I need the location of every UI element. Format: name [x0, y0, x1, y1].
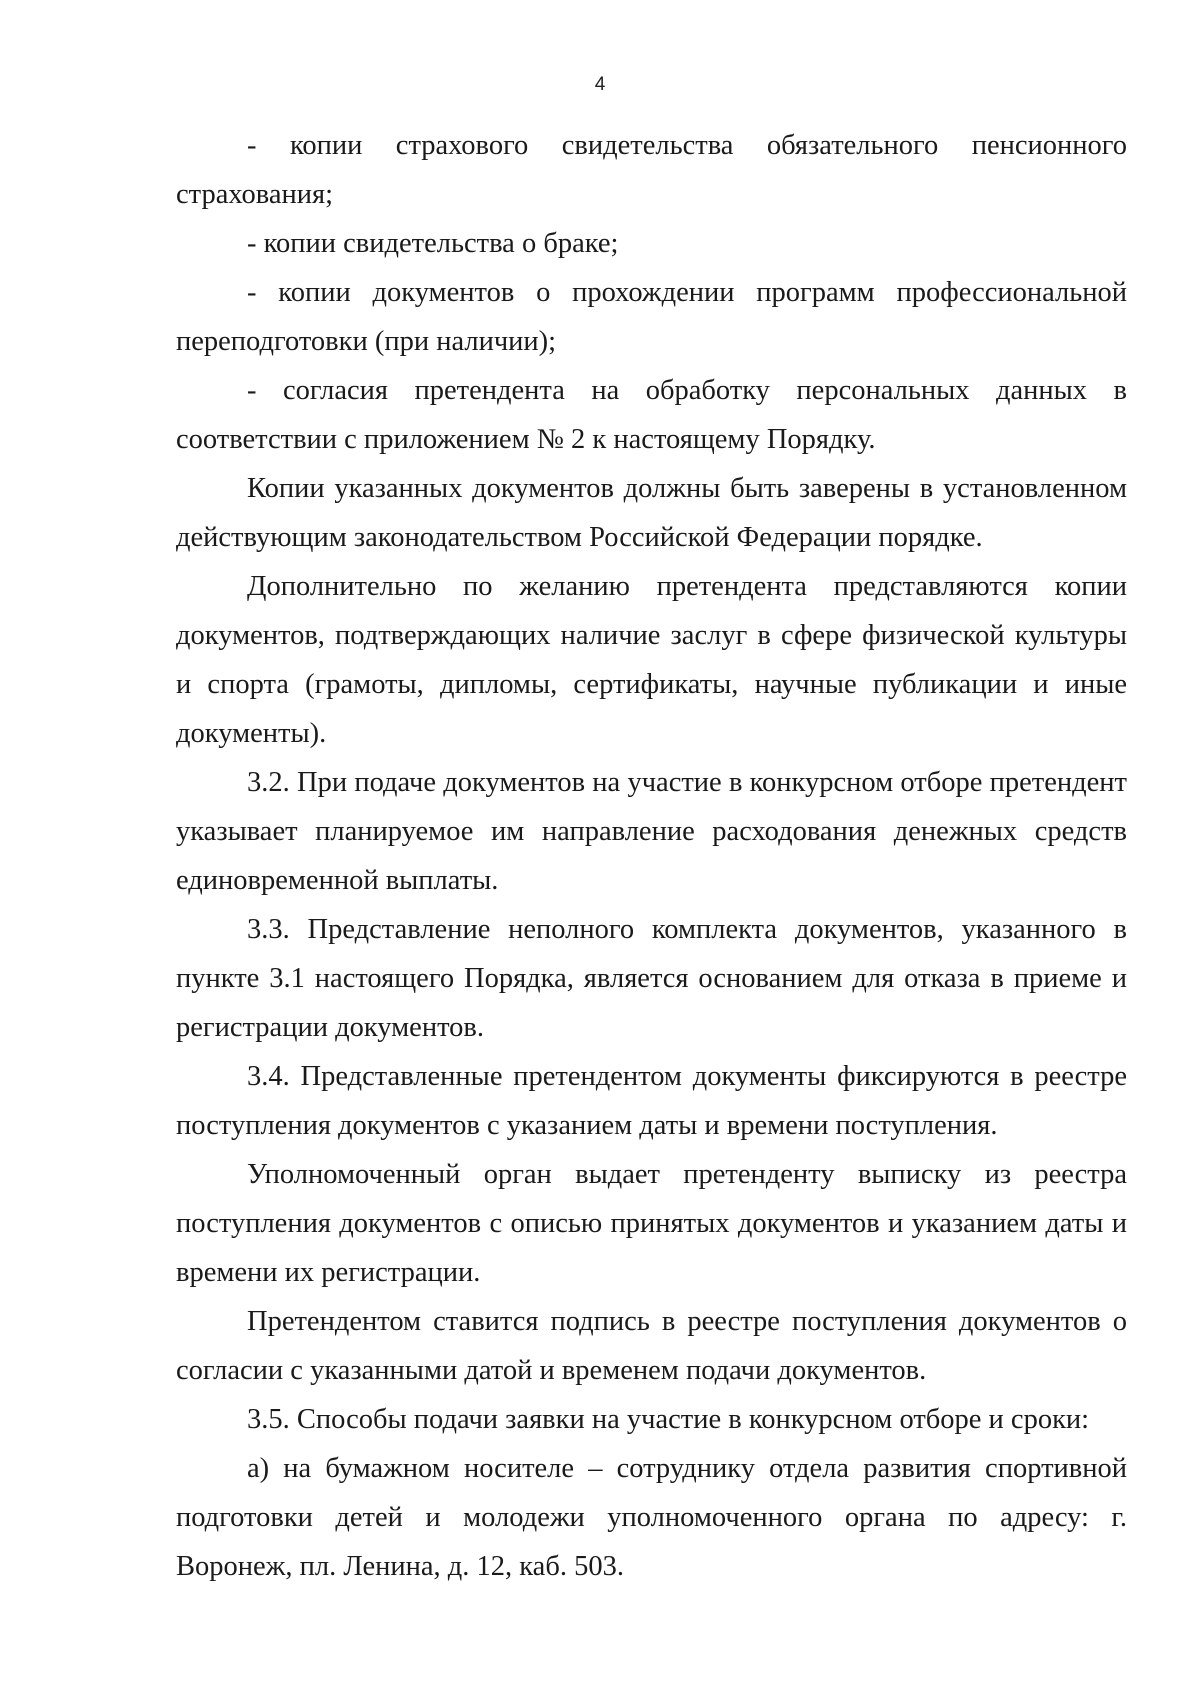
paragraph-3-4: 3.4. Представленные претендентом документы фиксируются в реестре поступления документов с указанием даты и времени поступления.: [176, 1061, 1127, 1141]
paragraph-signature: Претендентом ставится подпись в реестре поступления документов о согласии с указанными датой и временем подачи документов.: [176, 1306, 1127, 1386]
paragraph-3-5: 3.5. Способы подачи заявки на участие в конкурсном отборе и сроки:: [247, 1404, 1090, 1435]
document-body: [176, 121, 1127, 1591]
paragraph-3-5-a: а) на бумажном носителе – сотруднику отдела развития спортивной подготовки детей и молодежи уполномоченного органа по адресу: г. Воронеж, пл. Ленина, д. 12, каб. 503.: [176, 1453, 1127, 1582]
paragraph-personal-data-consent: - согласия претендента на обработку персональных данных в соответствии с приложением № 2 к настоящему Порядку.: [176, 375, 1127, 455]
paragraph-3-3: 3.3. Представление неполного комплекта документов, указанного в пункте 3.1 настоящего Порядка, является основанием для отказа в приеме и регистрации документов.: [176, 914, 1127, 1043]
paragraph-snils-copy: - копии страхового свидетельства обязательного пенсионного страхования;: [176, 130, 1127, 210]
paragraph-marriage-certificate: - копии свидетельства о браке;: [247, 228, 619, 259]
paragraph-3-2: 3.2. При подаче документов на участие в конкурсном отборе претендент указывает планируемое им направление расходования денежных средств единовременной выплаты.: [176, 767, 1127, 896]
page-number: 4: [594, 74, 606, 95]
paragraph-retraining-documents: - копии документов о прохождении программ профессиональной переподготовки (при наличии);: [176, 277, 1127, 357]
paragraph-certification-of-copies: Копии указанных документов должны быть заверены в установленном действующим законодательством Российской Федерации порядке.: [176, 473, 1127, 553]
paragraph-registry-extract: Уполномоченный орган выдает претенденту выписку из реестра поступления документов с описью принятых документов и указанием даты и времени их регистрации.: [176, 1159, 1127, 1288]
paragraph-additional-documents: Дополнительно по желанию претендента представляются копии документов, подтверждающих наличие заслуг в сфере физической культуры и спорта (грамоты, дипломы, сертификаты, научные публикации и иные документы).: [176, 571, 1127, 749]
